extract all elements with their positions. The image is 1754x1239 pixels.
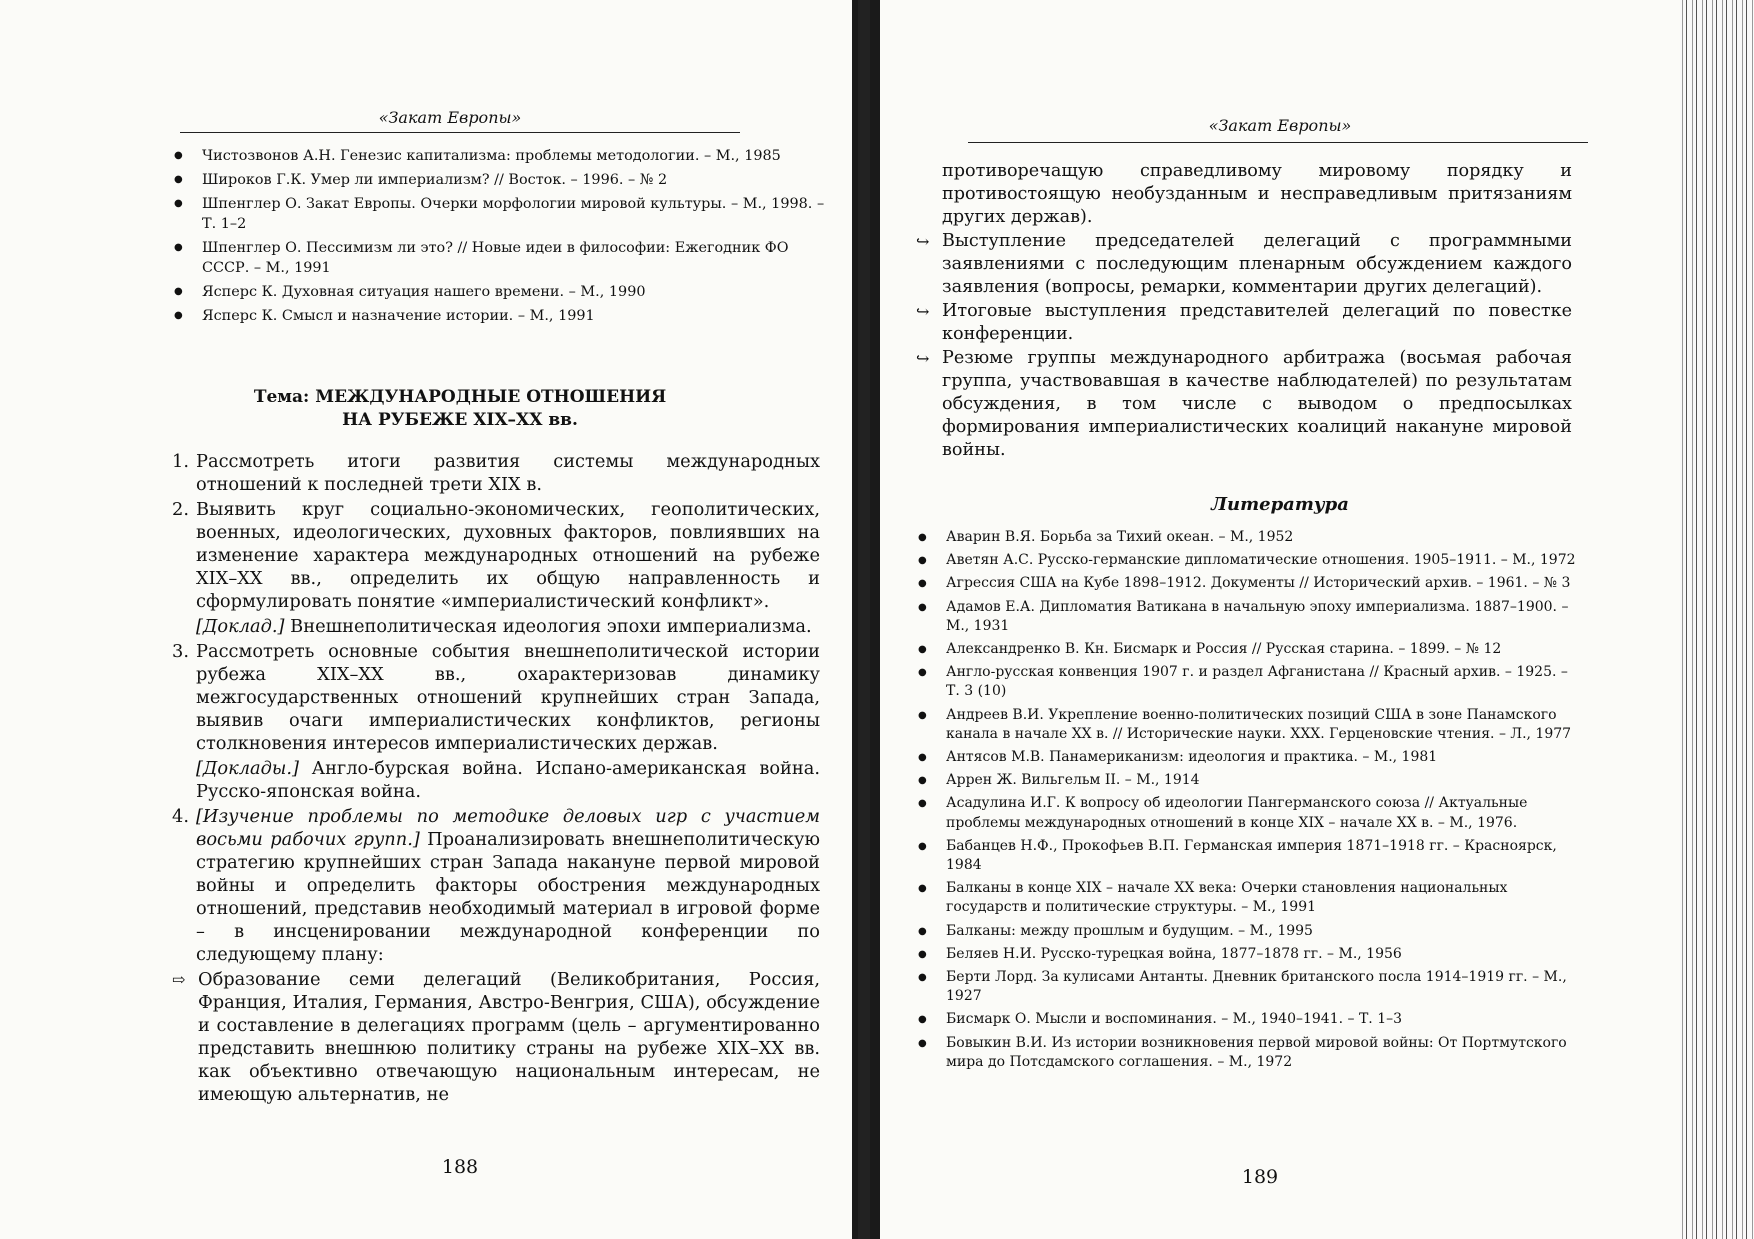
topic-line-1: Тема: МЕЖДУНАРОДНЫЕ ОТНОШЕНИЯ [253, 387, 667, 407]
item-text: Рассмотреть основные события внешнеполитической истории рубежа XIX–XX вв., охарактеризовав динамику межгосударственных отношений крупнейших стран Запада, выявив очаги империалистических конфликтов, регионы столкновения интересов империалистических держав. [196, 641, 820, 754]
left-page [0, 0, 858, 1239]
plan-step [916, 230, 1572, 299]
assignment-item-1 [172, 450, 820, 496]
book-gutter [858, 0, 870, 1239]
page-number: 188 [441, 1156, 479, 1178]
bibliography-item: ● Берти Лорд. За кулисами Антанты. Дневник британского посла 1914–1919 гг. – М., 1927 [916, 968, 1584, 1006]
item-note [196, 757, 820, 803]
plan-continuation [916, 160, 1572, 463]
assignment-item-4 [172, 805, 820, 966]
bibliography-list [172, 146, 832, 330]
bibliography-item: ● Александренко В. Кн. Бисмарк и Россия // Русская старина. – 1899. – № 12 [916, 640, 1584, 659]
bibliography-list [916, 528, 1584, 1076]
arrow-icon: ↪ [916, 349, 930, 368]
bibliography-item: ● Шпенглер О. Пессимизм ли это? // Новые идеи в философии: Ежегодник ФО СССР. – М., 1991 [172, 238, 832, 278]
note-label: [Доклады.] [196, 758, 299, 779]
topic-line-2: НА РУБЕЖЕ XIX–XX вв. [342, 410, 578, 430]
item-method: [Изучение проблемы по методике деловых игр с участием восьми рабочих групп.] [196, 806, 820, 850]
bibliography-item: ● Балканы: между прошлым и будущим. – М., 1995 [916, 922, 1584, 941]
bibliography-item: ● Широков Г.К. Умер ли империализм? // Восток. – 1996. – № 2 [172, 170, 832, 190]
item-number: 4. [172, 806, 189, 827]
bibliography-item: ● Балканы в конце XIX – начале XX века: Очерки становления национальных государств и политические структуры. – М., 1991 [916, 879, 1584, 917]
bibliography-item: ● Адамов Е.А. Дипломатия Ватикана в начальную эпоху империализма. 1887–1900. – М., 1931 [916, 598, 1584, 636]
bibliography-item: ● Ясперс К. Смысл и назначение истории. – М., 1991 [172, 306, 832, 326]
bibliography-item: ● Аррен Ж. Вильгельм II. – М., 1914 [916, 771, 1584, 790]
item-number: 2. [172, 499, 189, 520]
bibliography-item: ● Бовыкин В.И. Из истории возникновения первой мировой войны: От Портмутского мира до Потсдамского соглашения. – М., 1972 [916, 1034, 1584, 1072]
bibliography-item: ● Аварин В.Я. Борьба за Тихий океан. – М., 1952 [916, 528, 1584, 547]
assignment-list [172, 450, 820, 1107]
plan-step [172, 968, 820, 1106]
page-number: 189 [1241, 1166, 1279, 1188]
arrow-icon: ↪ [916, 302, 930, 321]
item-note [196, 615, 820, 638]
literature-heading: Литература [1211, 494, 1349, 515]
item-number: 1. [172, 451, 189, 472]
arrow-icon: ↪ [916, 232, 930, 251]
item-text: Проанализировать внешнеполитическую стратегию крупнейших стран Запада накануне первой мировой войны и определить факторы обострения международных отношений, представив необходимый материал в игровой форме – в инсценировании международной конференции по следующему плану: [196, 829, 821, 965]
bibliography-item: ● Ясперс К. Духовная ситуация нашего времени. – М., 1990 [172, 282, 832, 302]
running-head: «Закат Европы» [378, 108, 522, 127]
bibliography-item: ● Андреев В.И. Укрепление военно-политических позиций США в зоне Панамского канала в начале XX в. // Исторические науки. XXX. Герценовские чтения. – Л., 1977 [916, 706, 1584, 744]
topic-heading [180, 386, 740, 432]
assignment-item-3 [172, 640, 820, 803]
plan-step-text: Резюме группы международного арбитража (восьмая рабочая группа, участвовавшая в качестве наблюдателей) по результатам обсуждения, в том числе с выводом о предпосылках формирования империалистических коалиций накануне мировой войны. [942, 348, 1572, 460]
continuation-text: противоречащую справедливому мировому порядку и противостоящую необузданным и несправедливым притязаниям других держав). [942, 161, 1572, 227]
item-text: Выявить круг социально-экономических, геополитических, военных, идеологических, духовных факторов, повлиявших на изменение характера международных отношений на рубеже XIX–XX вв., определить их общую направленность и сформулировать понятие «империалистический конфликт». [196, 499, 820, 612]
bibliography-item: ● Беляев Н.И. Русско-турецкая война, 1877–1878 гг. – М., 1956 [916, 945, 1584, 964]
note-label: [Доклад.] [196, 616, 285, 637]
note-text: Англо-бурская война. Испано-американская война. Русско-японская война. [196, 758, 820, 802]
plan-step-text: Образование семи делегаций (Великобритания, Россия, Франция, Италия, Германия, Австро-Венгрия, США), обсуждение и составление в делегациях программ (цель – аргументированно представить внешнюю политику страны на рубеже XIX–XX вв. как объективно отвечающую национальным интересам, не имеющую альтернатив, не [198, 969, 820, 1105]
bibliography-item: ● Аветян А.С. Русско-германские дипломатические отношения. 1905–1911. – М., 1972 [916, 551, 1584, 570]
bibliography-item: ● Чистозвонов А.Н. Генезис капитализма: проблемы методологии. – М., 1985 [172, 146, 832, 166]
plan-step-text: Выступление председателей делегаций с программными заявлениями с последующим пленарным обсуждением каждого заявления (вопросы, ремарки, комментарии других делегаций). [942, 231, 1572, 297]
arrow-icon: ⇨ [172, 970, 186, 989]
bibliography-item: ● Антясов М.В. Панамериканизм: идеология и практика. – М., 1981 [916, 748, 1584, 767]
bibliography-item: ● Асадулина И.Г. К вопросу об идеологии Пангерманского союза // Актуальные проблемы международных отношений в конце XIX – начале XX в. – М., 1976. [916, 794, 1584, 832]
note-text: Внешнеполитическая идеология эпохи империализма. [284, 616, 812, 637]
page-edges [1680, 0, 1754, 1239]
running-head: «Закат Европы» [1208, 116, 1352, 135]
bibliography-item: ● Шпенглер О. Закат Европы. Очерки морфологии мировой культуры. – М., 1998. – Т. 1–2 [172, 194, 832, 234]
plan-step [916, 300, 1572, 346]
item-text: Рассмотреть итоги развития системы международных отношений к последней трети XIX в. [196, 451, 820, 495]
bibliography-item: ● Бисмарк О. Мысли и воспоминания. – М., 1940–1941. – Т. 1–3 [916, 1010, 1584, 1029]
item-number: 3. [172, 641, 189, 662]
header-rule [180, 132, 740, 133]
bibliography-item: ● Бабанцев Н.Ф., Прокофьев В.П. Германская империя 1871–1918 гг. – Красноярск, 1984 [916, 837, 1584, 875]
bibliography-item: ● Англо-русская конвенция 1907 г. и раздел Афганистана // Красный архив. – 1925. – Т. 3 (10) [916, 663, 1584, 701]
plan-step-text: Итоговые выступления представителей делегаций по повестке конференции. [942, 301, 1572, 344]
right-page [870, 0, 1690, 1239]
assignment-item-2 [172, 498, 820, 638]
plan-step [916, 347, 1572, 462]
header-rule [968, 142, 1588, 143]
bibliography-item: ● Агрессия США на Кубе 1898–1912. Документы // Исторический архив. – 1961. – № 3 [916, 574, 1584, 593]
